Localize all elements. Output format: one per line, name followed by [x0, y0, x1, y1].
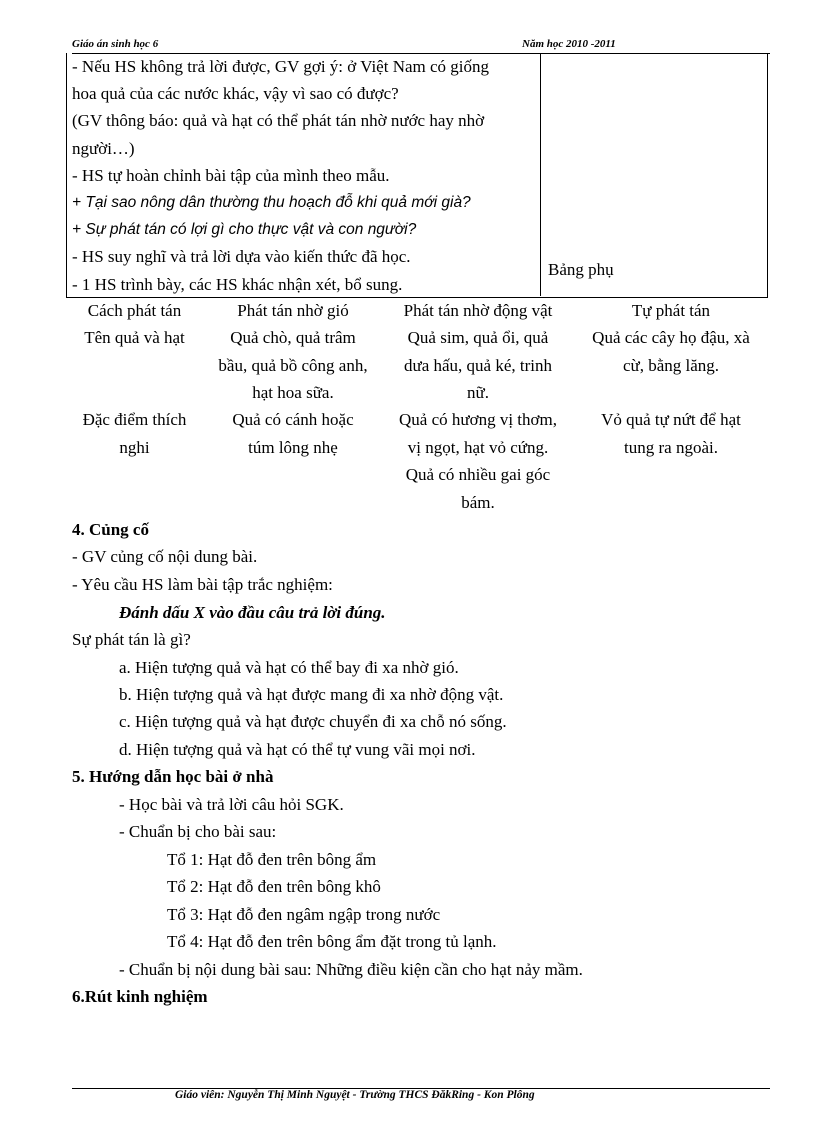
section-5-title: 5. Hướng dẫn học bài ở nhà [72, 767, 274, 786]
activity-line: (GV thông báo: quả và hạt có thể phát tán nhờ nước hay nhờ [72, 111, 485, 131]
quiz-option-d: d. Hiện tượng quả và hạt có thể tự vung vãi mọi nơi. [119, 740, 476, 759]
board-label: Bảng phụ [548, 260, 614, 279]
table-cell [388, 406, 568, 516]
activity-line: - HS suy nghĩ và trả lời dựa vào kiến thức đã học. [72, 247, 411, 267]
table-header: Cách phát tán [87, 301, 182, 320]
quiz-question: Sự phát tán là gì? [72, 630, 191, 649]
activity-line: người…) [72, 138, 135, 158]
cell-line: Quả chò, quả trâm [230, 328, 356, 347]
cell-line: Quả có nhiều gai góc [405, 465, 551, 484]
group-task: Tổ 1: Hạt đỗ đen trên bông ẩm [167, 850, 377, 869]
group-task: Tổ 2: Hạt đỗ đen trên bông khô [167, 877, 381, 896]
table-cell [207, 406, 379, 461]
footer-text: Giáo viên: Nguyễn Thị Minh Nguyệt - Trường THCS ĐăkRing - Kon Plông [175, 1089, 535, 1101]
cell-line: Vỏ quả tự nứt để hạt [601, 410, 741, 429]
cell-line: vị ngọt, hạt vỏ cứng. [407, 437, 549, 457]
table-cell [580, 406, 762, 461]
activity-line: - 1 HS trình bày, các HS khác nhận xét, bổ sung. [72, 274, 403, 294]
cell-line: túm lông nhẹ [248, 437, 338, 457]
table-cell [580, 324, 762, 379]
lesson-box [66, 53, 768, 298]
activity-column [72, 53, 538, 298]
section-4-line: - Yêu cầu HS làm bài tập trắc nghiệm: [72, 575, 333, 594]
section-5-item: - Chuẩn bị cho bài sau: [119, 822, 277, 841]
table-cell [207, 324, 379, 407]
group-task: Tổ 4: Hạt đỗ đen trên bông ẩm đặt trong tủ lạnh. [167, 932, 497, 951]
quiz-instruction: Đánh dấu X vào đầu câu trả lời đúng. [119, 603, 386, 622]
cell-line: Quả các cây họ đậu, xà [592, 328, 750, 347]
cell-line: Đặc điểm thích [82, 410, 187, 429]
cell-line: Quả có hương vị thơm, [399, 410, 557, 429]
quiz-option-a: a. Hiện tượng quả và hạt có thể bay đi xa nhờ gió. [119, 658, 459, 677]
box-divider [540, 53, 541, 296]
cell-line: dưa hấu, quả ké, trinh [403, 355, 552, 375]
activity-line: + Sự phát tán có lợi gì cho thực vật và con người? [72, 221, 417, 239]
section-5-item: - Học bài và trả lời câu hỏi SGK. [119, 795, 344, 814]
quiz-option-c: c. Hiện tượng quả và hạt được chuyển đi xa chỗ nó sống. [119, 712, 507, 731]
activity-line: + Tại sao nông dân thường thu hoạch đỗ khi quả mới già? [72, 194, 471, 212]
table-row-label [72, 324, 197, 352]
cell-line: Tên quả và hạt [84, 328, 185, 347]
cell-line: bầu, quả bồ công anh, [218, 355, 368, 375]
header-right: Năm học 2010 -2011 [522, 38, 616, 50]
table-header: Phát tán nhờ gió [237, 301, 349, 320]
activity-line: hoa quả của các nước khác, vậy vì sao có được? [72, 84, 399, 104]
cell-line: tung ra ngoài. [624, 437, 718, 457]
activity-line: - Nếu HS không trả lời được, GV gợi ý: ở Việt Nam có giống [72, 57, 490, 76]
section-4-line: - GV củng cố nội dung bài. [72, 547, 258, 566]
table-row-label [72, 406, 197, 461]
cell-line: Quả có cánh hoặc [232, 410, 354, 429]
section-5-last: - Chuẩn bị nội dung bài sau: Những điều kiện cần cho hạt nảy mầm. [119, 960, 583, 979]
table-cell [388, 324, 568, 407]
cell-line: hạt hoa sữa. [252, 383, 334, 402]
quiz-option-b: b. Hiện tượng quả và hạt được mang đi xa nhờ động vật. [119, 685, 504, 704]
group-task: Tổ 3: Hạt đỗ đen ngâm ngập trong nước [167, 905, 441, 924]
activity-line: - HS tự hoàn chỉnh bài tập của mình theo mẫu. [72, 165, 390, 185]
header-left: Giáo án sinh học 6 [72, 38, 159, 50]
cell-line: cừ, bằng lăng. [622, 355, 720, 375]
table-header: Phát tán nhờ động vật [403, 301, 553, 320]
cell-line: nghi [119, 437, 150, 457]
cell-line: nữ. [467, 383, 489, 402]
section-6-title: 6.Rút kinh nghiệm [72, 987, 208, 1006]
table-header: Tự phát tán [631, 301, 711, 320]
section-4-title: 4. Củng cố [72, 520, 149, 539]
cell-line: bám. [461, 492, 495, 512]
cell-line: Quả sim, quả ổi, quả [407, 328, 549, 347]
